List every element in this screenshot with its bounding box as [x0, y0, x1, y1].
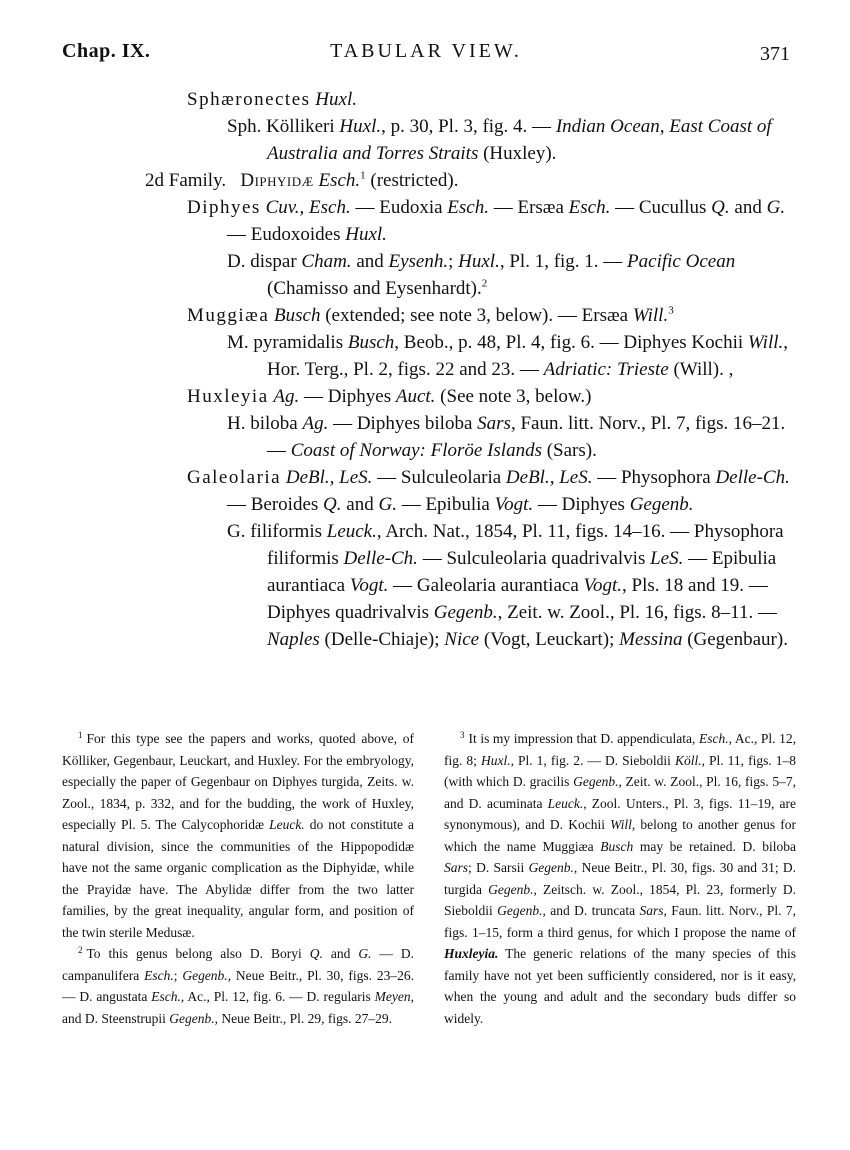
authority: Huxl. [339, 116, 382, 137]
authority: G. [358, 946, 372, 961]
text: , and D. Steenstrupii [62, 989, 415, 1026]
authority: Q. [323, 494, 342, 515]
authority: Will. [747, 332, 784, 353]
text: , Zeitsch. w. Zool., 1854, Pl. 23, formerly D. Sieboldii [444, 881, 796, 918]
genus-diphyes [145, 194, 795, 248]
authority: Will. [632, 305, 669, 326]
authority: Gegenb. [488, 881, 534, 897]
text: , Neue Beitr., Pl. 30, figs. 30 and 31; D. turgida [444, 860, 796, 897]
species-dispar [145, 248, 795, 302]
authority: Gegenb. [573, 774, 619, 789]
species-filiformis [145, 518, 795, 653]
text: and [351, 251, 389, 272]
text: Faun. litt. Norv., Pl. 7, figs. 1–15, form a third genus, for which I propose the name of [444, 903, 796, 940]
text: — Physophora [592, 467, 716, 488]
text: (Delle-Chiaje); [319, 629, 445, 650]
text: , Hor. Terg., Pl. 2, figs. 22 and 23. — [267, 332, 789, 380]
text: (restricted). [365, 170, 459, 191]
authority: Delle-Ch. [715, 467, 790, 488]
text: , Arch. Nat., 1854, Pl. 11, figs. 14–16. — Physophora filiformis [267, 521, 784, 569]
page-header [62, 40, 790, 70]
authority: Sars [444, 860, 469, 875]
species-biloba [145, 410, 795, 464]
authority: DeBl., LeS. [285, 467, 373, 488]
text: , Zeit. w. Zool., Pl. 16, figs. 5–7, and D. acuminata [444, 774, 796, 811]
text: , Zool. Unters., Pl. 3, figs. 11–19, are synonymous), and D. Kochii [444, 795, 796, 832]
footnote-2 [62, 943, 414, 1029]
text: , Pl. 1, fig. 2. — D. Sieboldii [510, 752, 675, 768]
text: G. filiformis [227, 521, 327, 542]
authority: Busch [600, 838, 634, 854]
authority: Vogt. [349, 575, 389, 596]
text: — Sulculeolaria [372, 467, 506, 488]
text: H. biloba [227, 413, 303, 434]
text: The generic relations of the many species of this family have not yet been sufficiently considered, nor is it easy, when the young and adult and the secondary buds differ so widely. [444, 946, 796, 1026]
authority: Delle-Ch. [343, 548, 418, 569]
authority: Busch [274, 305, 321, 326]
authority: Huxl. [315, 89, 357, 110]
text: , Faun. litt. Norv., Pl. 7, figs. 16–21. — [267, 413, 786, 461]
text: — Diphyes [533, 494, 630, 515]
text: (Huxley). [478, 143, 557, 164]
authority: Huxl. [345, 224, 387, 245]
text: , Pl. 1, fig. 1. — [499, 251, 628, 272]
authority: Köll. [674, 752, 702, 768]
text: — Ersæa [488, 197, 569, 218]
authority: Busch [347, 332, 395, 353]
locality: Adriatic: Trieste [543, 359, 669, 380]
authority: Vogt. [583, 575, 623, 596]
text: ; D. Sarsii [468, 860, 529, 875]
authority: Vogt. [494, 494, 534, 515]
text: (Vogt, Leuckart); [479, 629, 620, 650]
authority: Sars [477, 413, 511, 434]
authority: Gegenb. [497, 903, 543, 918]
authority: Gegenb. [629, 494, 694, 515]
text: — Diphyes biloba [328, 413, 478, 434]
text: and [322, 946, 359, 961]
running-title: TABULAR VIEW. [330, 40, 522, 62]
text: — Beroides [227, 494, 324, 515]
text: For this type see the papers and works, quoted above, of Kölliker, Gegenbaur, Leuckart, and Huxley. For the embryology, especially the paper of Gegenbaur on Diphyes turgida, Zeits. w. Zool., 1834, p. 332, and for the budding, the work of Huxley, especially Pl. 5. The Calycophoridæ [62, 731, 414, 832]
authority: Cuv., Esch. [265, 197, 351, 218]
authority: Esch. [699, 731, 729, 746]
footnote-ref[interactable]: 1 [360, 169, 366, 182]
text: (Chamisso and Eysenhardt). [267, 278, 482, 299]
authority: Gegenb. [528, 860, 574, 875]
footnote-3 [444, 728, 796, 1029]
family-number: 2d Family. [145, 170, 227, 191]
genus-name: Diphyes [187, 197, 261, 218]
footnote-mark: 1 [78, 729, 83, 740]
authority: Q. [309, 946, 323, 961]
footnotes-right-column [444, 728, 796, 1029]
locality: Coast of Norway: Floröe Islands [290, 440, 542, 461]
authority: Leuck. [547, 795, 584, 811]
authority: Huxl. [480, 752, 511, 768]
authority: Q. [711, 197, 730, 218]
footnotes-left-column [62, 728, 414, 1029]
authority: Leuck. [326, 521, 377, 542]
authority: Esch. [151, 989, 181, 1004]
text: (See note 3, below.) [435, 386, 592, 407]
locality: Indian Ocean, East Coast of Australia and Torres Straits [267, 116, 772, 164]
text: (extended; see note 3, below). — Ersæa [320, 305, 633, 326]
text: — Galeolaria aurantiaca [388, 575, 584, 596]
chapter-label: Chap. IX. [62, 40, 151, 62]
text: — Epibulia [396, 494, 495, 515]
authority: G. [766, 197, 786, 218]
text: , Pl. 11, figs. 1–8 (with which D. gracilis [444, 752, 797, 789]
text: ; [173, 967, 183, 983]
locality: Messina [619, 629, 683, 650]
authority: Gegenb. [182, 967, 228, 983]
authority: Esch. [144, 967, 174, 983]
text: , and D. truncata [542, 903, 640, 918]
genus-galeolaria [145, 464, 795, 518]
text: — Eudoxia [350, 197, 448, 218]
text: , p. 30, Pl. 3, fig. 4. — [381, 116, 556, 137]
text: , Beob., p. 48, Pl. 4, fig. 6. — Diphyes Kochii [394, 332, 748, 353]
authority: DeBl., LeS. [505, 467, 593, 488]
text: , Ac., Pl. 12, fig. 8; [444, 731, 796, 768]
authority: Esch. [318, 170, 361, 191]
text: — Eudoxoides [227, 224, 346, 245]
genus-name: Sphæronectes [187, 89, 311, 110]
text: — Sulculeolaria quadrivalvis [417, 548, 651, 569]
text: , Neue Beitr., Pl. 30, figs. 23–26. — D. angustata [62, 967, 414, 1004]
authority: Eysenh. [388, 251, 449, 272]
genus-muggiaea [145, 302, 795, 329]
text: , Ac., Pl. 12, fig. 6. — D. regularis [180, 989, 375, 1004]
genus-name: Galeolaria [187, 467, 282, 488]
authority: Will, [610, 817, 636, 832]
text: M. pyramidalis [227, 332, 348, 353]
authority: Gegenb. [169, 1010, 215, 1026]
authority: Meyen [374, 989, 411, 1004]
genus-name: Huxleyia [187, 386, 269, 407]
footnote-ref[interactable]: 3 [668, 304, 674, 317]
text: — D. campanulifera [62, 946, 415, 983]
text: and [729, 197, 767, 218]
proposed-genus-name: Huxleyia. [444, 946, 499, 961]
authority: G. [378, 494, 397, 515]
genus-name: Muggiæa [187, 305, 270, 326]
text: Sph. Köllikeri [227, 116, 340, 137]
text: , Pls. 18 and 19. — Diphyes quadrivalvis [267, 575, 768, 623]
authority: Sars, [639, 903, 667, 918]
text: and [341, 494, 379, 515]
authority: Cham. [301, 251, 352, 272]
family-diphyidae [145, 167, 795, 194]
text: — Diphyes [299, 386, 396, 407]
species-kollikeri [145, 113, 795, 167]
text: , Zeit. w. Zool., Pl. 16, figs. 8–11. — [497, 602, 777, 623]
authority: Ag. [302, 413, 329, 434]
footnote-mark: 2 [78, 944, 83, 955]
text: may be retained. D. biloba [633, 838, 796, 854]
authority: Ag. [273, 386, 300, 407]
authority: Esch. [568, 197, 611, 218]
text: (Gegenbaur). [682, 629, 788, 650]
text: (Will). , [668, 359, 734, 380]
text: To this genus belong also D. Boryi [86, 946, 310, 961]
page-number: 371 [760, 43, 790, 65]
authority: Gegenb. [433, 602, 498, 623]
authority: Auct. [395, 386, 436, 407]
text: ; [448, 251, 459, 272]
species-pyramidalis [145, 329, 795, 383]
text: It is my impression that D. appendiculata, [468, 731, 699, 746]
family-name: Diphyidæ [240, 170, 314, 191]
footnote-ref[interactable]: 2 [481, 277, 488, 290]
text: — Epibulia aurantiaca [267, 548, 777, 596]
text: do not constitute a natural division, since the communities of the Hippopodidæ have not the same organic complication as the Diphyidæ, while the Prayidæ have. The Abylidæ differ from the two latter families, by the great inequality, angular form, and position of the twin sterile Medusæ. [62, 817, 415, 940]
text: (Sars). [541, 440, 597, 461]
authority: Leuck. [269, 817, 305, 832]
footnote-mark: 3 [460, 729, 465, 740]
genus-sphaeronectes [145, 86, 795, 113]
text: , Neue Beitr., Pl. 29, figs. 27–29. [214, 1010, 392, 1026]
text: belong to another genus for which the name Muggiæa [444, 817, 796, 854]
text: D. dispar [227, 251, 302, 272]
locality: Pacific Ocean [627, 251, 736, 272]
footnote-1 [62, 728, 414, 943]
authority: LeS. [650, 548, 684, 569]
genus-huxleyia [145, 383, 795, 410]
authority: Huxl. [458, 251, 500, 272]
main-text [145, 86, 795, 653]
text: — Cucullus [610, 197, 712, 218]
locality: Nice [444, 629, 480, 650]
locality: Naples [267, 629, 320, 650]
authority: Esch. [447, 197, 489, 218]
